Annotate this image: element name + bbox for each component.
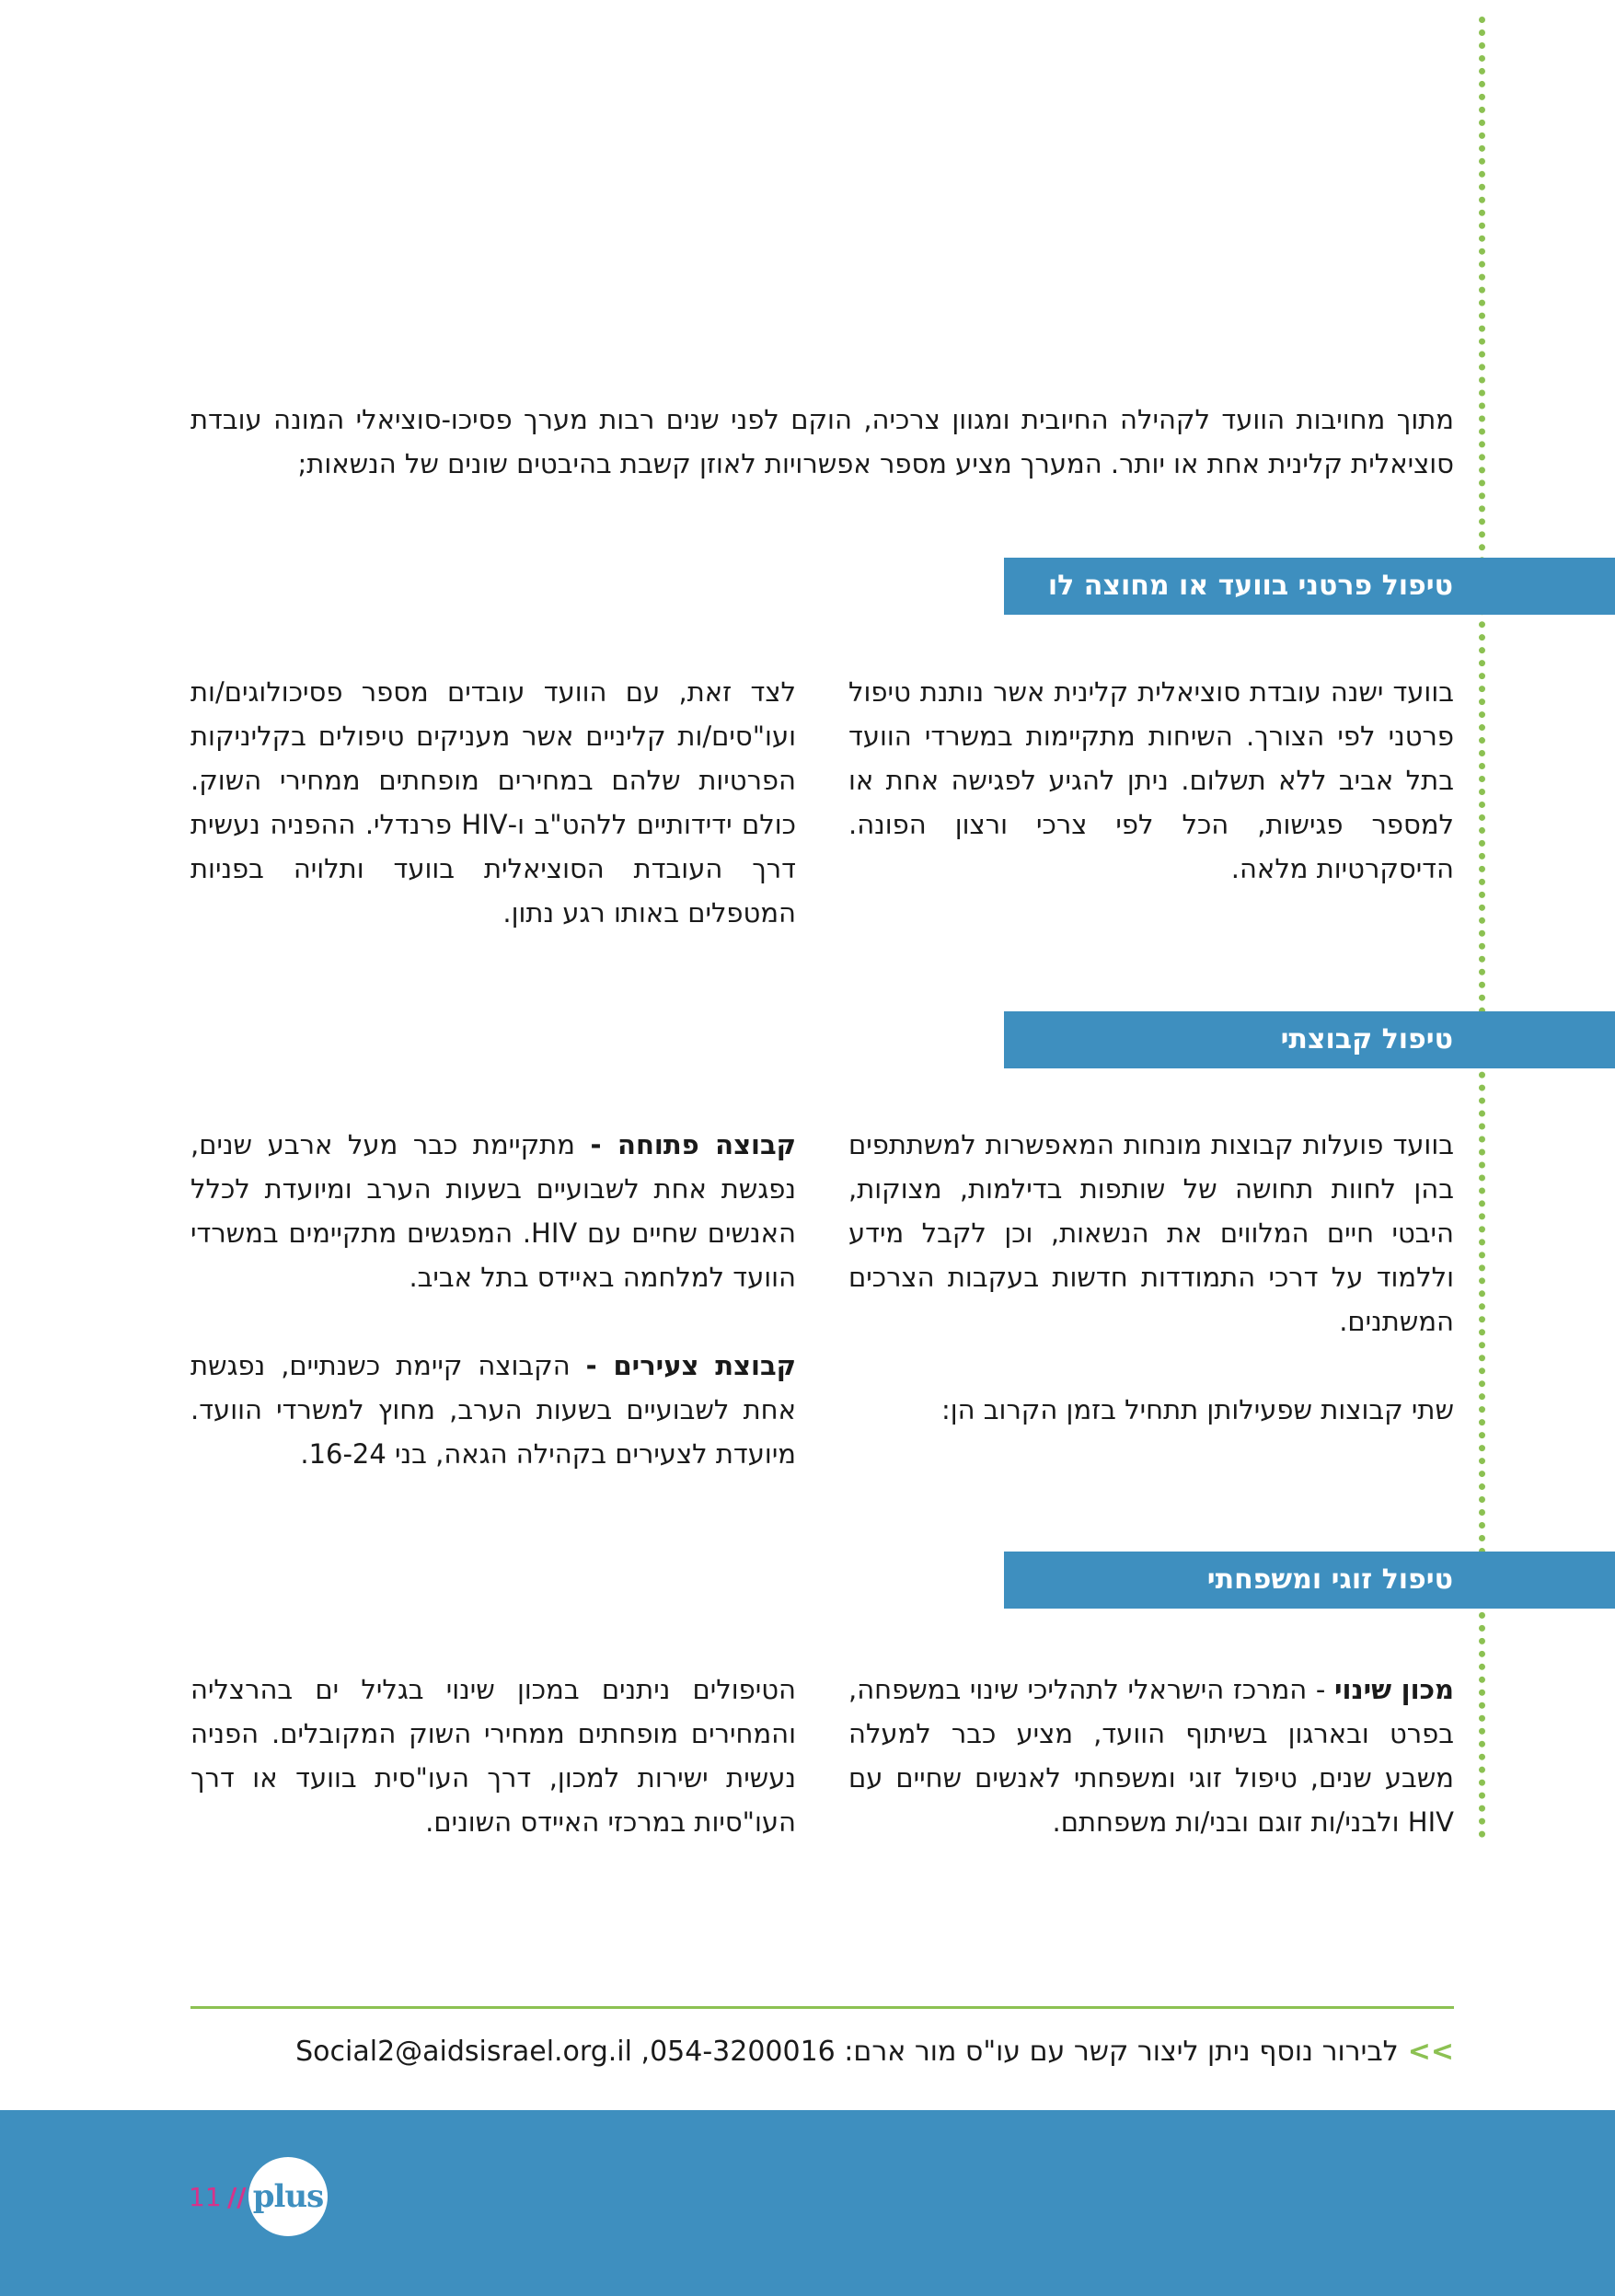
open-group-text: מתקיימת כבר מעל ארבע שנים, נפגשת אחת לשבועיים בשעות הערב ומיועדת לכלל האנשים שחיים עם HIV. המפגשים מתקיימים במשרדי הוועד למלחמה באיידס בתל אביב. — [190, 1129, 796, 1293]
logo-text: plus — [252, 2178, 324, 2215]
page-number: 11 — [189, 2182, 222, 2212]
open-group-paragraph — [190, 1123, 796, 1299]
contact-divider — [190, 2006, 1454, 2009]
youth-group-text: הקבוצה קיימת כשנתיים, נפגשת אחת לשבועיים בשעות הערב, מחוץ למשרדי הוועד. מיועדת לצעירים בקהילה הגאה, בני 16-24. — [190, 1350, 796, 1470]
shinui-institute-title: מכון שינוי — [1333, 1674, 1454, 1705]
open-group-title: קבוצה פתוחה - — [590, 1129, 797, 1160]
individual-therapy-right-column: בוועד ישנה עובדת סוציאלית קלינית אשר נותנת טיפול פרטני לפי הצורך. השיחות מתקיימות במשרדי הוועד בתל אביב ללא תשלום. ניתן להגיע לפגישה אחת או למספר פגישות, הכל לפי צרכי ורצון הפונה. הדיסקרטיות מלאה. — [848, 676, 1454, 884]
upcoming-groups-note: שתי קבוצות שפעילותן תתחיל בזמן הקרוב הן: — [940, 1394, 1454, 1425]
double-arrow-icon: >> — [1407, 2036, 1454, 2068]
couple-therapy-left-column: הטיפולים ניתנים במכון שינוי בגליל ים בהרצליה והמחירים מופחתים ממחירי השוק המקובלים. הפניה נעשית ישירות למכון, דרך העו"סית בוועד או דרך העו"סיות במרכזי האיידס השונים. — [190, 1674, 796, 1838]
intro-paragraph: מתוך מחויבות הוועד לקהילה החיובית ומגוון צרכיה, הוקם לפני שנים רבות מערך פסיכו-סוציאלי המונה עובדת סוציאלית קלינית אחת או יותר. המערך מציע מספר אפשרויות לאוזן קשבת בהיבטים שונים של הנשאות; — [190, 404, 1454, 479]
group-therapy-description: בוועד פועלות קבוצות מונחות המאפשרות למשתתפים בהן לחוות תחושה של שותפות בדילמות, מצוקות, היבטי חיים המלווים את הנשאות, וכן לקבל מידע וללמוד על דרכי התמודדות חדשות בעקבות הצרכים המשתנים. — [848, 1129, 1454, 1337]
section-header-individual-therapy: טיפול פרטני בוועד או מחוצה לו — [1004, 558, 1615, 615]
group-therapy-left-column — [190, 1123, 796, 1476]
group-therapy-right-column — [848, 1123, 1454, 1432]
shinui-institute-text: - המרכז הישראלי לתהליכי שינוי במשפחה, בפרט ובארגון בשיתוף הוועד, מציע כבר למעלה משבע שנים, טיפול זוגי ומשפחתי לאנשים שחיים עם HIV ולבני/ות זוגם ובני/ות משפחתם. — [848, 1674, 1454, 1838]
contact-line — [190, 2026, 1454, 2078]
youth-group-title: קבוצת צעירים - — [585, 1350, 796, 1381]
individual-therapy-left-column: לצד זאת, עם הוועד עובדים מספר פסיכולוגים/ות ועו"סים/ות קליניים אשר מעניקים טיפולים בקליניקות הפרטיות שלהם במחירים מופחתים ממחירי השוק. כולם ידידותיים ללהט"ב ו-HIV פרנדלי. ההפניה נעשית דרך העובדת הסוציאלית בוועד ותלויה בפניות המטפלים באותו רגע נתון. — [190, 676, 796, 929]
youth-group-paragraph — [190, 1344, 796, 1476]
couple-therapy-right-column — [848, 1667, 1454, 1844]
section-header-couple-family-therapy: טיפול זוגי ומשפחתי — [1004, 1552, 1615, 1609]
page-separator: // — [227, 2182, 247, 2212]
contact-text: לבירור נוסף ניתן ליצור קשר עם עו"ס מור ארם: 054-3200016, Social2@aidsisrael.org.il — [295, 2036, 1399, 2068]
plus-logo — [248, 2157, 328, 2236]
section-header-group-therapy: טיפול קבוצתי — [1004, 1011, 1615, 1068]
